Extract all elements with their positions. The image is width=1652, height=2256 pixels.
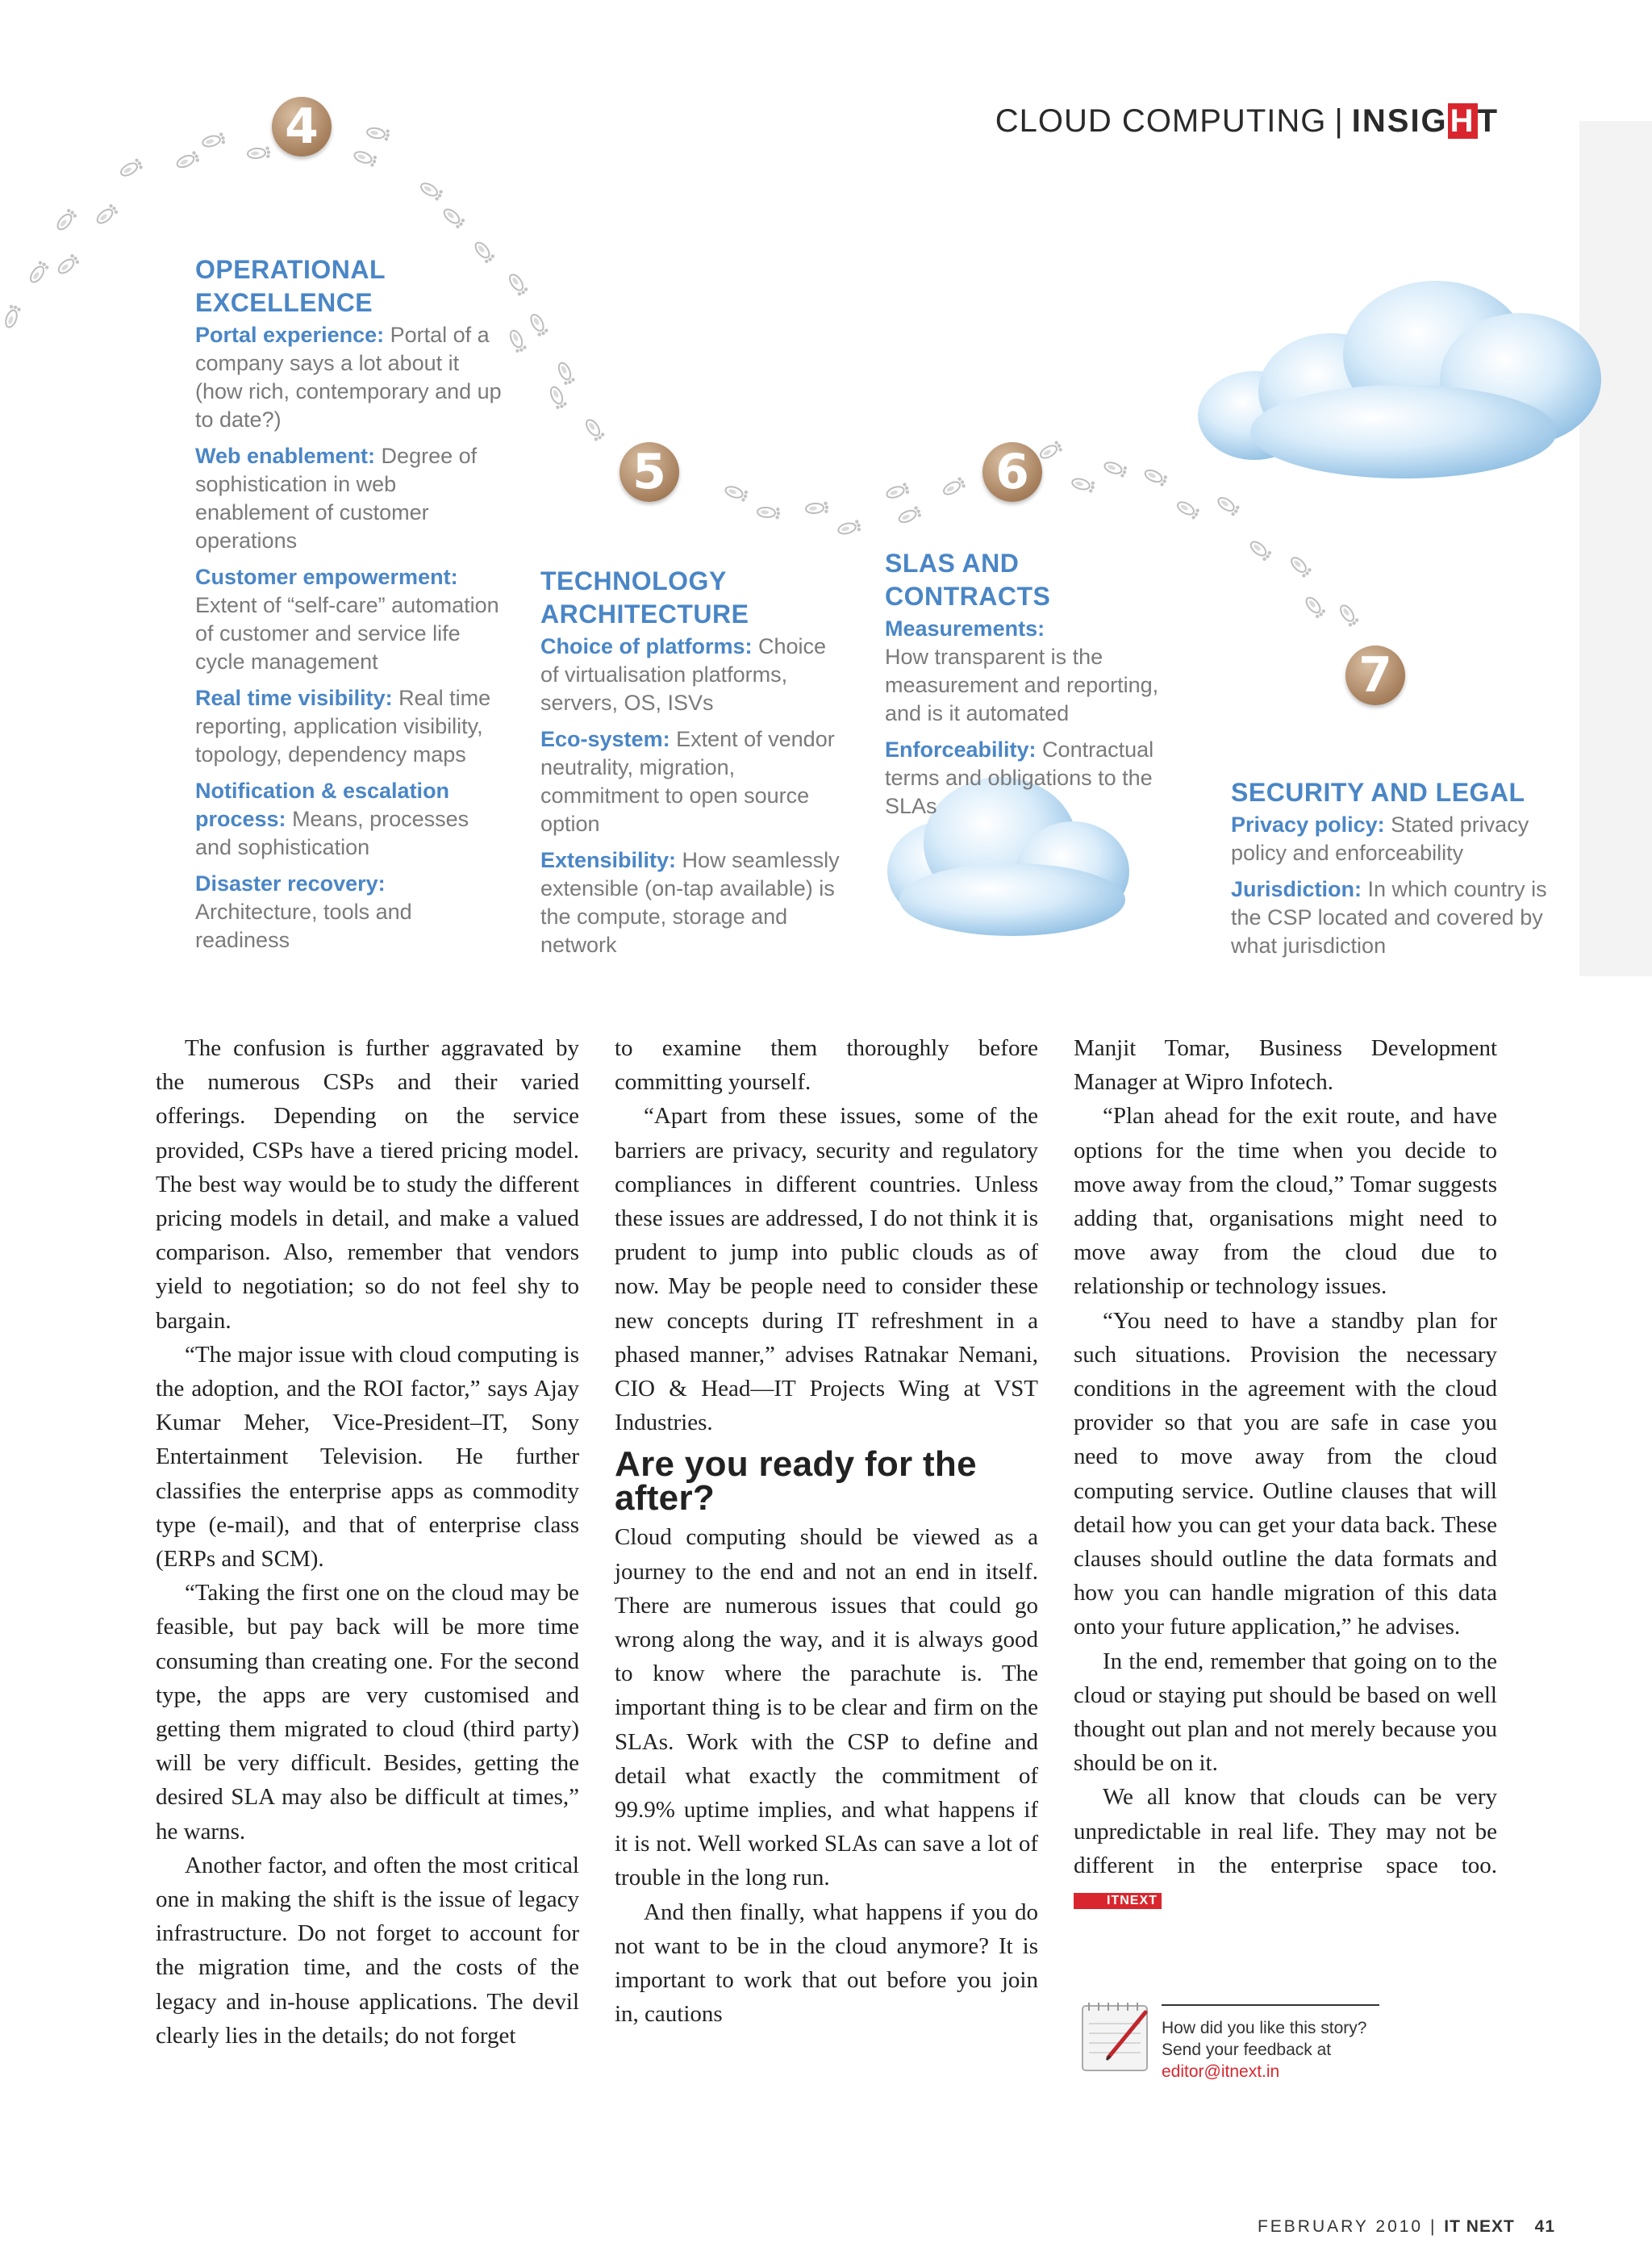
- security-and-legal-section: [1231, 776, 1554, 968]
- info-text: How transparent is the measurement and reporting, and is it automated: [885, 645, 1159, 725]
- article-subhead: Are you ready for the after?: [615, 1444, 977, 1519]
- info-item: [885, 736, 1191, 821]
- insight-logo-part: INSIG: [1351, 103, 1448, 139]
- footer-separator: |: [1429, 2217, 1437, 2236]
- page-number: 41: [1534, 2217, 1555, 2236]
- info-text: Stated privacy policy and enforceability: [1231, 813, 1529, 865]
- article-paragraph: “The major issue with cloud computing is the adoption, and the ROI factor,” says Ajay Kumar Meher, Vice-President–IT, Sony Entertainment Television. He further classifies the enterprise apps as commodity type (e-mail), and that of enterprise class (ERPs and SCM).: [156, 1341, 579, 1573]
- end-mark-logo: ITNEXT: [1074, 1893, 1162, 1909]
- section-title: [540, 565, 847, 631]
- technology-architecture-section: [540, 565, 847, 967]
- info-item: [540, 725, 847, 838]
- footer-date: FEBRUARY 2010: [1257, 2217, 1424, 2236]
- slas-and-contracts-section: [885, 547, 1191, 829]
- section-title-line: ARCHITECTURE: [540, 600, 749, 629]
- section-title: SECURITY AND LEGAL: [1231, 778, 1525, 807]
- feedback-text: [1162, 2017, 1366, 2083]
- info-item: [885, 615, 1191, 728]
- article-paragraph: “Plan ahead for the exit route, and have options for the time when you decide to move away from the cloud,” Tomar suggests adding that, organisations might need to move away from the cloud due to relationship or technology issues.: [1074, 1103, 1497, 1300]
- info-text: Extent of “self-care” automation of customer and service life cycle management: [195, 593, 499, 674]
- insight-logo-end: T: [1477, 103, 1499, 139]
- feedback-line-1: How did you like this story?: [1162, 2019, 1367, 2037]
- info-item: [540, 846, 847, 959]
- section-title-line: EXCELLENCE: [195, 288, 373, 317]
- info-text: Contractual terms and obligations to the SLAs: [885, 737, 1154, 818]
- info-term: Web enablement:: [195, 444, 376, 468]
- article-paragraph: Manjit Tomar, Business Development Manager at Wipro Infotech.: [1074, 1035, 1497, 1096]
- article-paragraph: “Apart from these issues, some of the barriers are privacy, security and regulatory compliances in different countries. Unless these issues are addressed, I do not think it is prudent to jump into public clouds as of now. May be people need to consider these new concepts during IT refreshment in a phased manner,” advises Ratnakar Nemani, CIO & Head—IT Projects Wing at VST Industries.: [615, 1103, 1038, 1436]
- info-term: Customer empowerment:: [195, 565, 458, 589]
- step-7-marker: 7: [1345, 645, 1405, 705]
- step-5-marker: 5: [620, 442, 679, 502]
- info-item: [1231, 875, 1554, 960]
- step-6-marker: 6: [982, 442, 1042, 502]
- info-term: Privacy policy:: [1231, 813, 1385, 837]
- feedback-rule: [1162, 2004, 1379, 2006]
- info-text: Extent of vendor neutrality, migration, commitment to open source option: [540, 727, 835, 836]
- info-item: [195, 442, 510, 555]
- insight-logo-h: H: [1448, 103, 1478, 139]
- info-text: Architecture, tools and readiness: [195, 900, 412, 952]
- info-term: Notification & escalation process:: [195, 779, 450, 831]
- header-separator: |: [1334, 103, 1344, 139]
- article-column-2: [615, 1031, 1038, 2031]
- info-term: Eco-system:: [540, 727, 670, 751]
- info-text: In which country is the CSP located and covered by what jurisdiction: [1231, 877, 1547, 958]
- article-paragraph: “Taking the first one on the cloud may be feasible, but pay back will be more time consuming than creating one. For the second type, the apps are very customised and getting them migrated to cloud (third party) will be very difficult. Besides, getting the desired SLA may also be difficult at times,” he warns.: [156, 1580, 579, 1844]
- article-paragraph: Cloud computing should be viewed as a journey to the end and not an end in itself. There are numerous issues that could go wrong along the way, and it is always good to know where the parachute is. The important thing is to be clear and firm on the SLAs. Work with the CSP to define and detail what exactly the commitment of 99.9% uptime implies, and what happens if it is not. Well worked SLAs can save a lot of trouble in the long run.: [615, 1524, 1038, 1891]
- info-item: [195, 684, 510, 769]
- info-text: Choice of virtualisation platforms, servers, OS, ISVs: [540, 634, 827, 715]
- info-item: [195, 563, 510, 676]
- article-column-3: [1074, 1031, 1497, 1916]
- article-paragraph: “You need to have a standby plan for such situations. Provision the necessary conditions in the agreement with the cloud provider so that you are safe in case you need to move away from the cloud computing service. Outline clauses that will detail how you can get your data back. These clauses should outline the data formats and how you can handle migration of this data onto your future application,” he advises.: [1074, 1307, 1497, 1640]
- article-paragraph: And then finally, what happens if you do not want to be in the cloud anymore? It is important to work that out before you join in, cautions: [615, 1899, 1038, 2028]
- info-text: Degree of sophistication in web enablement of customer operations: [195, 444, 478, 553]
- section-title: SLAS AND CONTRACTS: [885, 549, 1051, 611]
- article-paragraph: In the end, remember that going on to the cloud or staying put should be based on well thought out plan and not merely because you should be on it.: [1074, 1648, 1497, 1777]
- info-text: Portal of a company says a lot about it (how rich, contemporary and up to date?): [195, 323, 502, 432]
- info-item: [1231, 811, 1554, 867]
- section-title-line: OPERATIONAL: [195, 255, 386, 284]
- article-column-1: [156, 1031, 579, 2053]
- section-title-line: TECHNOLOGY: [540, 566, 727, 595]
- notepad-pen-icon: [1076, 1995, 1157, 2075]
- info-term: Portal experience:: [195, 323, 385, 347]
- operational-excellence-section: [195, 253, 510, 963]
- footer-magazine: IT NEXT: [1444, 2217, 1515, 2236]
- info-text: Means, processes and sophistication: [195, 807, 469, 859]
- cloud-large: [1198, 281, 1601, 478]
- info-term: Choice of platforms:: [540, 634, 753, 658]
- info-term: Disaster recovery:: [195, 871, 386, 896]
- article-paragraph: to examine them thoroughly before committing yourself.: [615, 1035, 1038, 1096]
- info-term: Real time visibility:: [195, 686, 393, 710]
- info-term: Extensibility:: [540, 848, 677, 872]
- info-term: Enforceability:: [885, 737, 1037, 762]
- step-4-marker: 4: [272, 97, 332, 157]
- article-paragraph: The confusion is further aggravated by the numerous CSPs and their varied offerings. Depending on the service provided, CSPs have a tiered pricing model. The best way would be to study the different pricing models in detail, and make a valued comparison. Also, remember that vendors yield to negotiation; so do not feel shy to bargain.: [156, 1035, 579, 1334]
- info-item: [195, 321, 510, 434]
- page-footer: [1258, 2217, 1555, 2237]
- info-term: Measurements:: [885, 616, 1045, 641]
- section-title: [195, 253, 510, 320]
- feedback-line-2: Send your feedback at: [1162, 2041, 1332, 2059]
- info-item: [195, 870, 510, 955]
- article-paragraph: [1074, 1780, 1497, 1916]
- feedback-email-link[interactable]: editor@itnext.in: [1162, 2062, 1280, 2081]
- header-section-label: CLOUD COMPUTING: [995, 103, 1327, 139]
- info-text: How seamlessly extensible (on-tap available) is the compute, storage and network: [540, 848, 840, 957]
- article-paragraph: Another factor, and often the most critical one in making the shift is the issue of legacy infrastructure. Do not forget to account for the migration time, and the costs of the legacy and in-house applications. The devil clearly lies in the details; do not forget: [156, 1852, 579, 2049]
- article-closing-text: We all know that clouds can be very unpredictable in real life. They may not be different in the enterprise space too.: [1074, 1784, 1497, 1878]
- info-term: Jurisdiction:: [1231, 877, 1362, 901]
- info-item: [540, 633, 847, 717]
- info-item: [195, 777, 510, 862]
- info-text: Real time reporting, application visibility, topology, dependency maps: [195, 686, 491, 767]
